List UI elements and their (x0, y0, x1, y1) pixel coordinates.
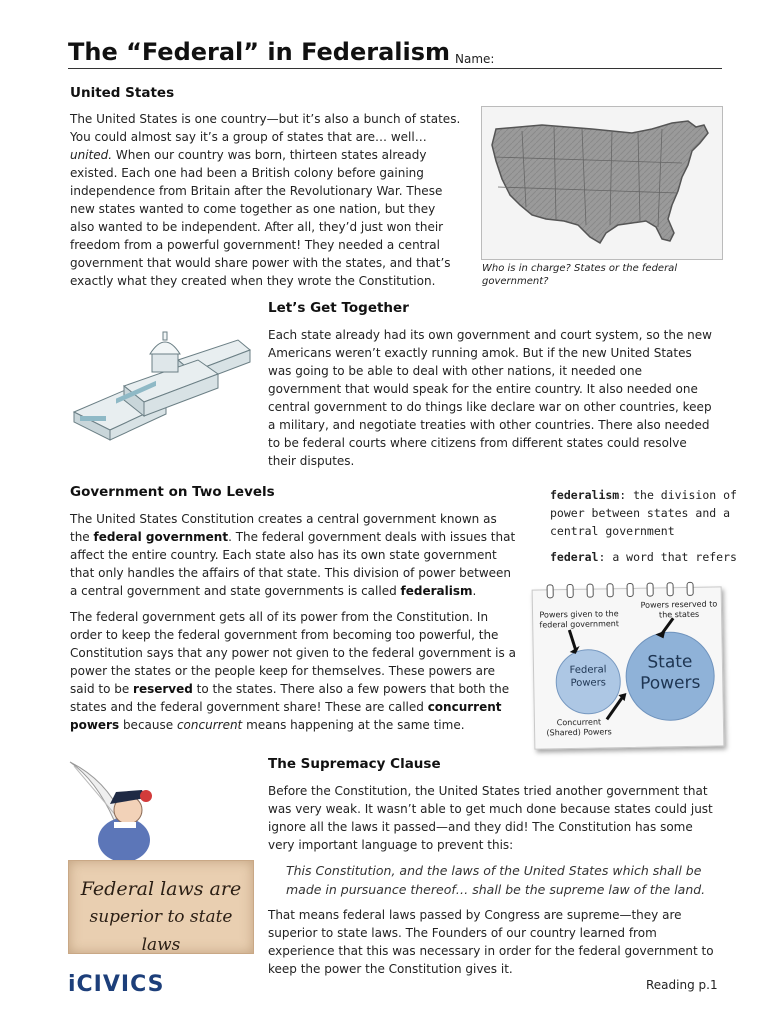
bold-term: concurrent (427, 700, 502, 714)
text-line: independence from Britain after the Revolutionary War. These (70, 184, 443, 198)
text-segment: . The federal government deals with issues that (228, 530, 516, 544)
text-line: ignore all the laws it passed—and they did! The Constitution has some (268, 820, 693, 834)
bold-term: federal government (93, 530, 229, 544)
paragraph-supremacy-2 (268, 906, 728, 978)
diagram-text: Powers (570, 677, 607, 690)
us-map-icon (482, 107, 722, 259)
diagram-text: Powers given to the (539, 609, 619, 620)
text-segment: the (70, 530, 94, 544)
scroll-line: Federal laws are (80, 878, 242, 900)
quill-character-illustration (66, 760, 166, 870)
glossary-definition: : a word that refers (598, 550, 737, 564)
diagram-text: State (647, 651, 693, 673)
text-line: Constitution says that any power not given to the federal government is a (70, 646, 516, 660)
us-map-image (481, 106, 723, 260)
heading-two-levels: Government on Two Levels (70, 484, 275, 500)
label-powers-given (539, 609, 619, 630)
text-line (70, 680, 530, 698)
text-segment: . (472, 584, 477, 598)
name-label: Name: (455, 52, 495, 66)
text-segment: When our country was born, thirteen states already (112, 148, 427, 162)
capitol-illustration (68, 330, 254, 460)
text-line: also wanted to be independent. After all, they’d just won their (70, 220, 444, 234)
text-line: order to keep the federal government from becoming too powerful, the (70, 628, 499, 642)
text-line: superior to state laws. The Founders of our country learned from (268, 926, 657, 940)
glossary-definition: power between states and a (550, 506, 731, 520)
label-concurrent-powers (539, 717, 619, 738)
heading-lets-get-together: Let’s Get Together (268, 300, 409, 316)
paragraph-lets-get-together (268, 326, 728, 470)
bold-term: powers (70, 718, 120, 732)
text-line: The United States Constitution creates a central government known as (70, 512, 497, 526)
glossary-term: federalism (550, 488, 620, 502)
text-line: new states wanted to come together as one nation, but they (70, 202, 436, 216)
diagram-text: Concurrent (556, 717, 602, 728)
text-line: their disputes. (268, 454, 355, 468)
glossary (550, 486, 750, 566)
text-segment: a central government and state governments is called (70, 584, 401, 598)
text-line: experience that this was necessary in order for the federal government to (268, 944, 714, 958)
glossary-line (550, 486, 750, 504)
page-number: Reading p.1 (646, 978, 718, 992)
text-line: was very weak. It wasn’t able to get much done because states could just (268, 802, 713, 816)
text-line (70, 528, 530, 546)
diagram-text: Federal (569, 664, 607, 677)
text-segment: because (119, 718, 177, 732)
diagram-text: federal government (539, 619, 620, 630)
text-line: The United States is one country—but it’s also a bunch of states. (70, 112, 461, 126)
scroll-text (69, 875, 253, 959)
caption-line: Who is in charge? States or the federal (482, 263, 678, 274)
arrow-given-icon (569, 630, 575, 650)
map-caption (482, 262, 722, 288)
paragraph-two-levels-1 (70, 510, 530, 600)
glossary-line (550, 548, 750, 566)
text-line (70, 698, 530, 716)
text-line: government that would share power with the states, and that’s (70, 256, 451, 270)
paragraph-supremacy-1 (268, 782, 728, 854)
text-line: a military, and negotiate treaties with other countries. There also needed (268, 418, 710, 432)
text-line: That means federal laws passed by Congress are supreme—they are (268, 908, 682, 922)
text-line: to be federal courts where citizens from different states could resolve (268, 436, 687, 450)
diagram-text: the states (658, 609, 700, 620)
text-line: keep the power the Constitution gives it. (268, 962, 513, 976)
text-line: that only handles the affairs of that state. This division of power between (70, 566, 511, 580)
icivics-logo: iCIVICS (68, 972, 165, 997)
federal-laws-scroll (68, 860, 254, 954)
constitution-quote (286, 861, 726, 899)
text-segment: states and the federal government share! These are called (70, 700, 428, 714)
capitol-building-icon (68, 330, 254, 460)
label-powers-reserved (637, 599, 721, 620)
bold-term: federalism (400, 584, 473, 598)
diagram-text: (Shared) Powers (546, 727, 612, 738)
text-line: exactly what they created when they wrote the Constitution. (70, 274, 436, 288)
paragraph-united-states (70, 110, 470, 290)
paragraph-two-levels-2 (70, 608, 530, 734)
page-title: The “Federal” in Federalism (68, 38, 451, 66)
text-line: very important language to prevent this: (268, 838, 514, 852)
quill-character-icon (66, 760, 166, 870)
quote-line: This Constitution, and the laws of the United States which shall be (286, 863, 702, 878)
glossary-term: federal (550, 550, 599, 564)
text-line: existed. Each one had been a British colony before gaining (70, 166, 424, 180)
text-segment: said to be (70, 682, 134, 696)
text-line: Americans weren’t exactly running amok. But if the new United States (268, 346, 692, 360)
text-line: power the states or the people keep for themselves. These powers are (70, 664, 496, 678)
heading-united-states: United States (70, 85, 175, 101)
text-line: central government to do things like declare war on other countries, keep (268, 400, 712, 414)
text-line: government that would speak for the entire country. It also needed one (268, 382, 698, 396)
caption-line: government? (482, 276, 549, 287)
text-segment: means happening at the same time. (242, 718, 465, 732)
italic-word: united. (70, 148, 113, 162)
text-line: Before the Constitution, the United States tried another government that (268, 784, 708, 798)
text-line: was going to be able to deal with other nations, it needed one (268, 364, 642, 378)
diagram-text: Powers reserved to (640, 599, 718, 610)
bold-term: reserved (133, 682, 193, 696)
label-federal-powers (558, 663, 618, 690)
text-line (70, 716, 530, 734)
text-line: Each state already had its own government and court system, so the new (268, 328, 712, 342)
text-line: freedom from a powerful government! They needed a central (70, 238, 440, 252)
italic-word: concurrent (176, 718, 243, 732)
text-line: The federal government gets all of its power from the Constitution. In (70, 610, 489, 624)
glossary-definition: central government (550, 524, 675, 538)
powers-diagram (532, 586, 725, 749)
label-state-powers (630, 652, 711, 695)
glossary-definition: : the division of (619, 488, 737, 502)
title-rule (68, 68, 722, 69)
diagram-text: Powers (639, 672, 701, 694)
text-segment: to the states. There also a few powers that both the (192, 682, 510, 696)
scroll-line: superior to state laws (89, 907, 233, 955)
text-line: affect the entire country. Each state also has its own state government (70, 548, 497, 562)
text-line: You could almost say it’s a group of states that are… well… (70, 130, 427, 144)
quote-line: made in pursuance thereof… shall be the supreme law of the land. (286, 882, 706, 897)
heading-supremacy-clause: The Supremacy Clause (268, 756, 441, 772)
text-line (70, 582, 530, 600)
text-line (70, 146, 470, 164)
